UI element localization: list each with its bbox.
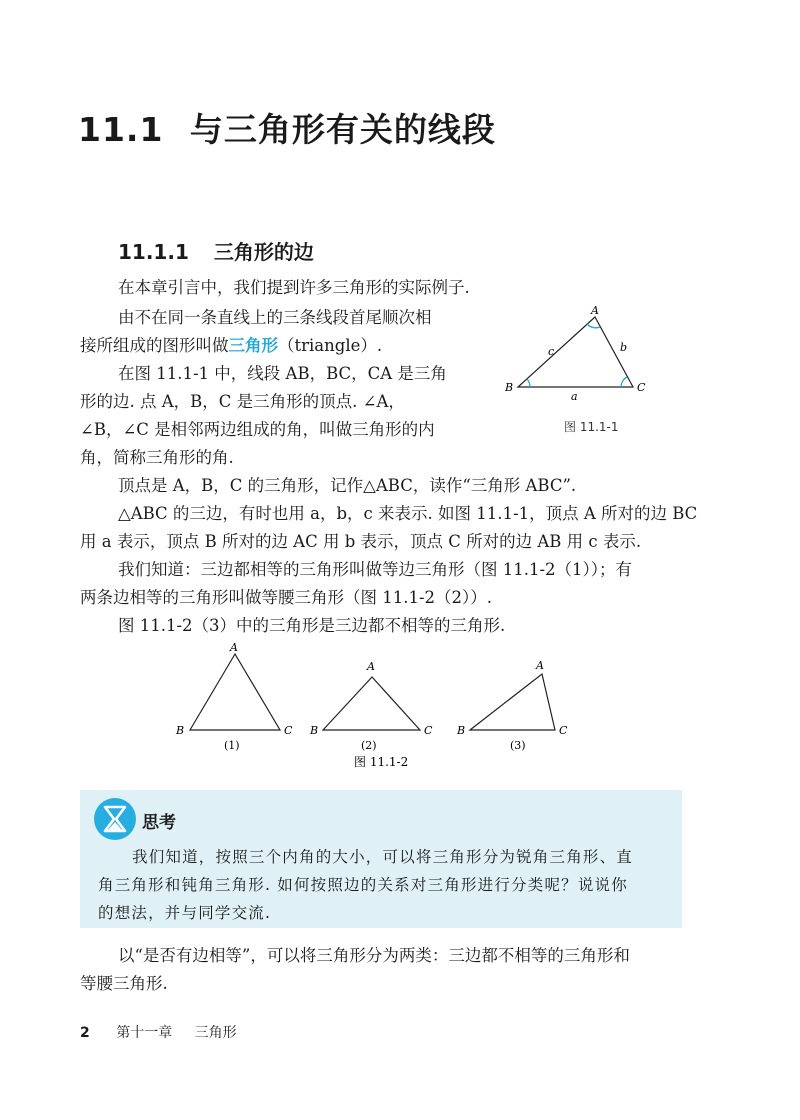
paragraph: 图 11.1-2（3）中的三角形是三边都不相等的三角形.: [118, 616, 506, 635]
vertex-label-b: B: [176, 724, 185, 737]
vertex-label-a: A: [367, 660, 375, 673]
figure-11-1-1: [496, 302, 666, 412]
subfigure-label: (1): [224, 739, 240, 752]
paragraph: ∠B，∠C 是相邻两边组成的角，叫做三角形的内: [80, 420, 435, 439]
think-line: 的想法，并与同学交流.: [98, 904, 272, 922]
term-triangle: 三角形: [228, 336, 278, 355]
figure-caption: 图 11.1-2: [354, 755, 409, 769]
think-line: 角三角形和钝角三角形. 如何按照边的关系对三角形进行分类呢？说说你: [98, 876, 628, 894]
triangle-isosceles: [323, 677, 420, 730]
paragraph: △ABC 的三边，有时也用 a，b，c 来表示. 如图 11.1-1，顶点 A 所对的边 BC: [118, 504, 698, 523]
vertex-label-c: C: [559, 724, 568, 737]
side-label-c: c: [548, 345, 555, 358]
paragraph: 等腰三角形.: [80, 974, 168, 993]
triangle-abc: [518, 317, 633, 387]
angle-b-mark: [527, 379, 530, 387]
vertex-label-b: B: [310, 724, 319, 737]
vertex-label-c: C: [637, 381, 646, 394]
paragraph: [80, 334, 382, 358]
think-title: 思考: [142, 813, 176, 833]
vertex-label-a: A: [536, 659, 544, 672]
side-label-a: a: [571, 390, 578, 403]
section-number: 11.1.1: [118, 240, 189, 264]
subfigure-label: (2): [361, 739, 377, 752]
chapter-number: 11.1: [78, 110, 164, 149]
paragraph: 在图 11.1-1 中，线段 AB，BC，CA 是三角: [118, 364, 447, 383]
paragraph: 角，简称三角形的角.: [80, 448, 234, 467]
text: （triangle）.: [278, 336, 383, 355]
triangle-scalene: [470, 674, 555, 730]
footer-chapter: 第十一章: [116, 1025, 173, 1041]
paragraph: 在本章引言中，我们提到许多三角形的实际例子.: [118, 278, 470, 297]
vertex-label-a: A: [591, 304, 599, 317]
paragraph: 两条边相等的三角形叫做等腰三角形（图 11.1-2（2））.: [80, 588, 493, 607]
figure-caption: 图 11.1-1: [564, 420, 619, 434]
paragraph: 用 a 表示，顶点 B 所对的边 AC 用 b 表示，顶点 C 所对的边 AB 用 c 表示.: [80, 532, 642, 551]
vertex-label-a: A: [230, 642, 238, 654]
side-label-b: b: [620, 341, 628, 354]
section-title-text: 三角形的边: [213, 240, 314, 264]
vertex-label-b: B: [457, 724, 466, 737]
think-line: 我们知道，按照三个内角的大小，可以将三角形分为锐角三角形、直: [132, 848, 634, 866]
subfigure-label: (3): [510, 739, 526, 752]
chapter-title-text: 与三角形有关的线段: [189, 110, 496, 149]
vertex-label-c: C: [284, 724, 293, 737]
chapter-title: [78, 104, 496, 151]
text: 接所组成的图形叫做: [80, 336, 229, 355]
figure-11-1-2: [170, 642, 570, 782]
paragraph: 由不在同一条直线上的三条线段首尾顺次相: [118, 308, 432, 327]
angle-c-mark: [621, 377, 627, 387]
page-footer: [80, 1022, 237, 1042]
angle-a-mark: [587, 324, 600, 328]
paragraph: 以“是否有边相等”，可以将三角形分为两类：三边都不相等的三角形和: [118, 946, 630, 965]
paragraph: 我们知道：三边都相等的三角形叫做等边三角形（图 11.1-2（1））；有: [118, 560, 633, 579]
think-icon: [92, 796, 138, 842]
footer-title: 三角形: [194, 1025, 237, 1041]
paragraph: 形的边. 点 A，B，C 是三角形的顶点. ∠A，: [80, 392, 405, 411]
paragraph: 顶点是 A，B，C 的三角形，记作△ABC，读作“三角形 ABC”.: [118, 476, 577, 495]
triangle-equilateral: [190, 654, 280, 730]
page-number: 2: [80, 1025, 90, 1041]
vertex-label-c: C: [424, 724, 433, 737]
vertex-label-b: B: [505, 381, 514, 394]
section-title: [118, 236, 314, 265]
